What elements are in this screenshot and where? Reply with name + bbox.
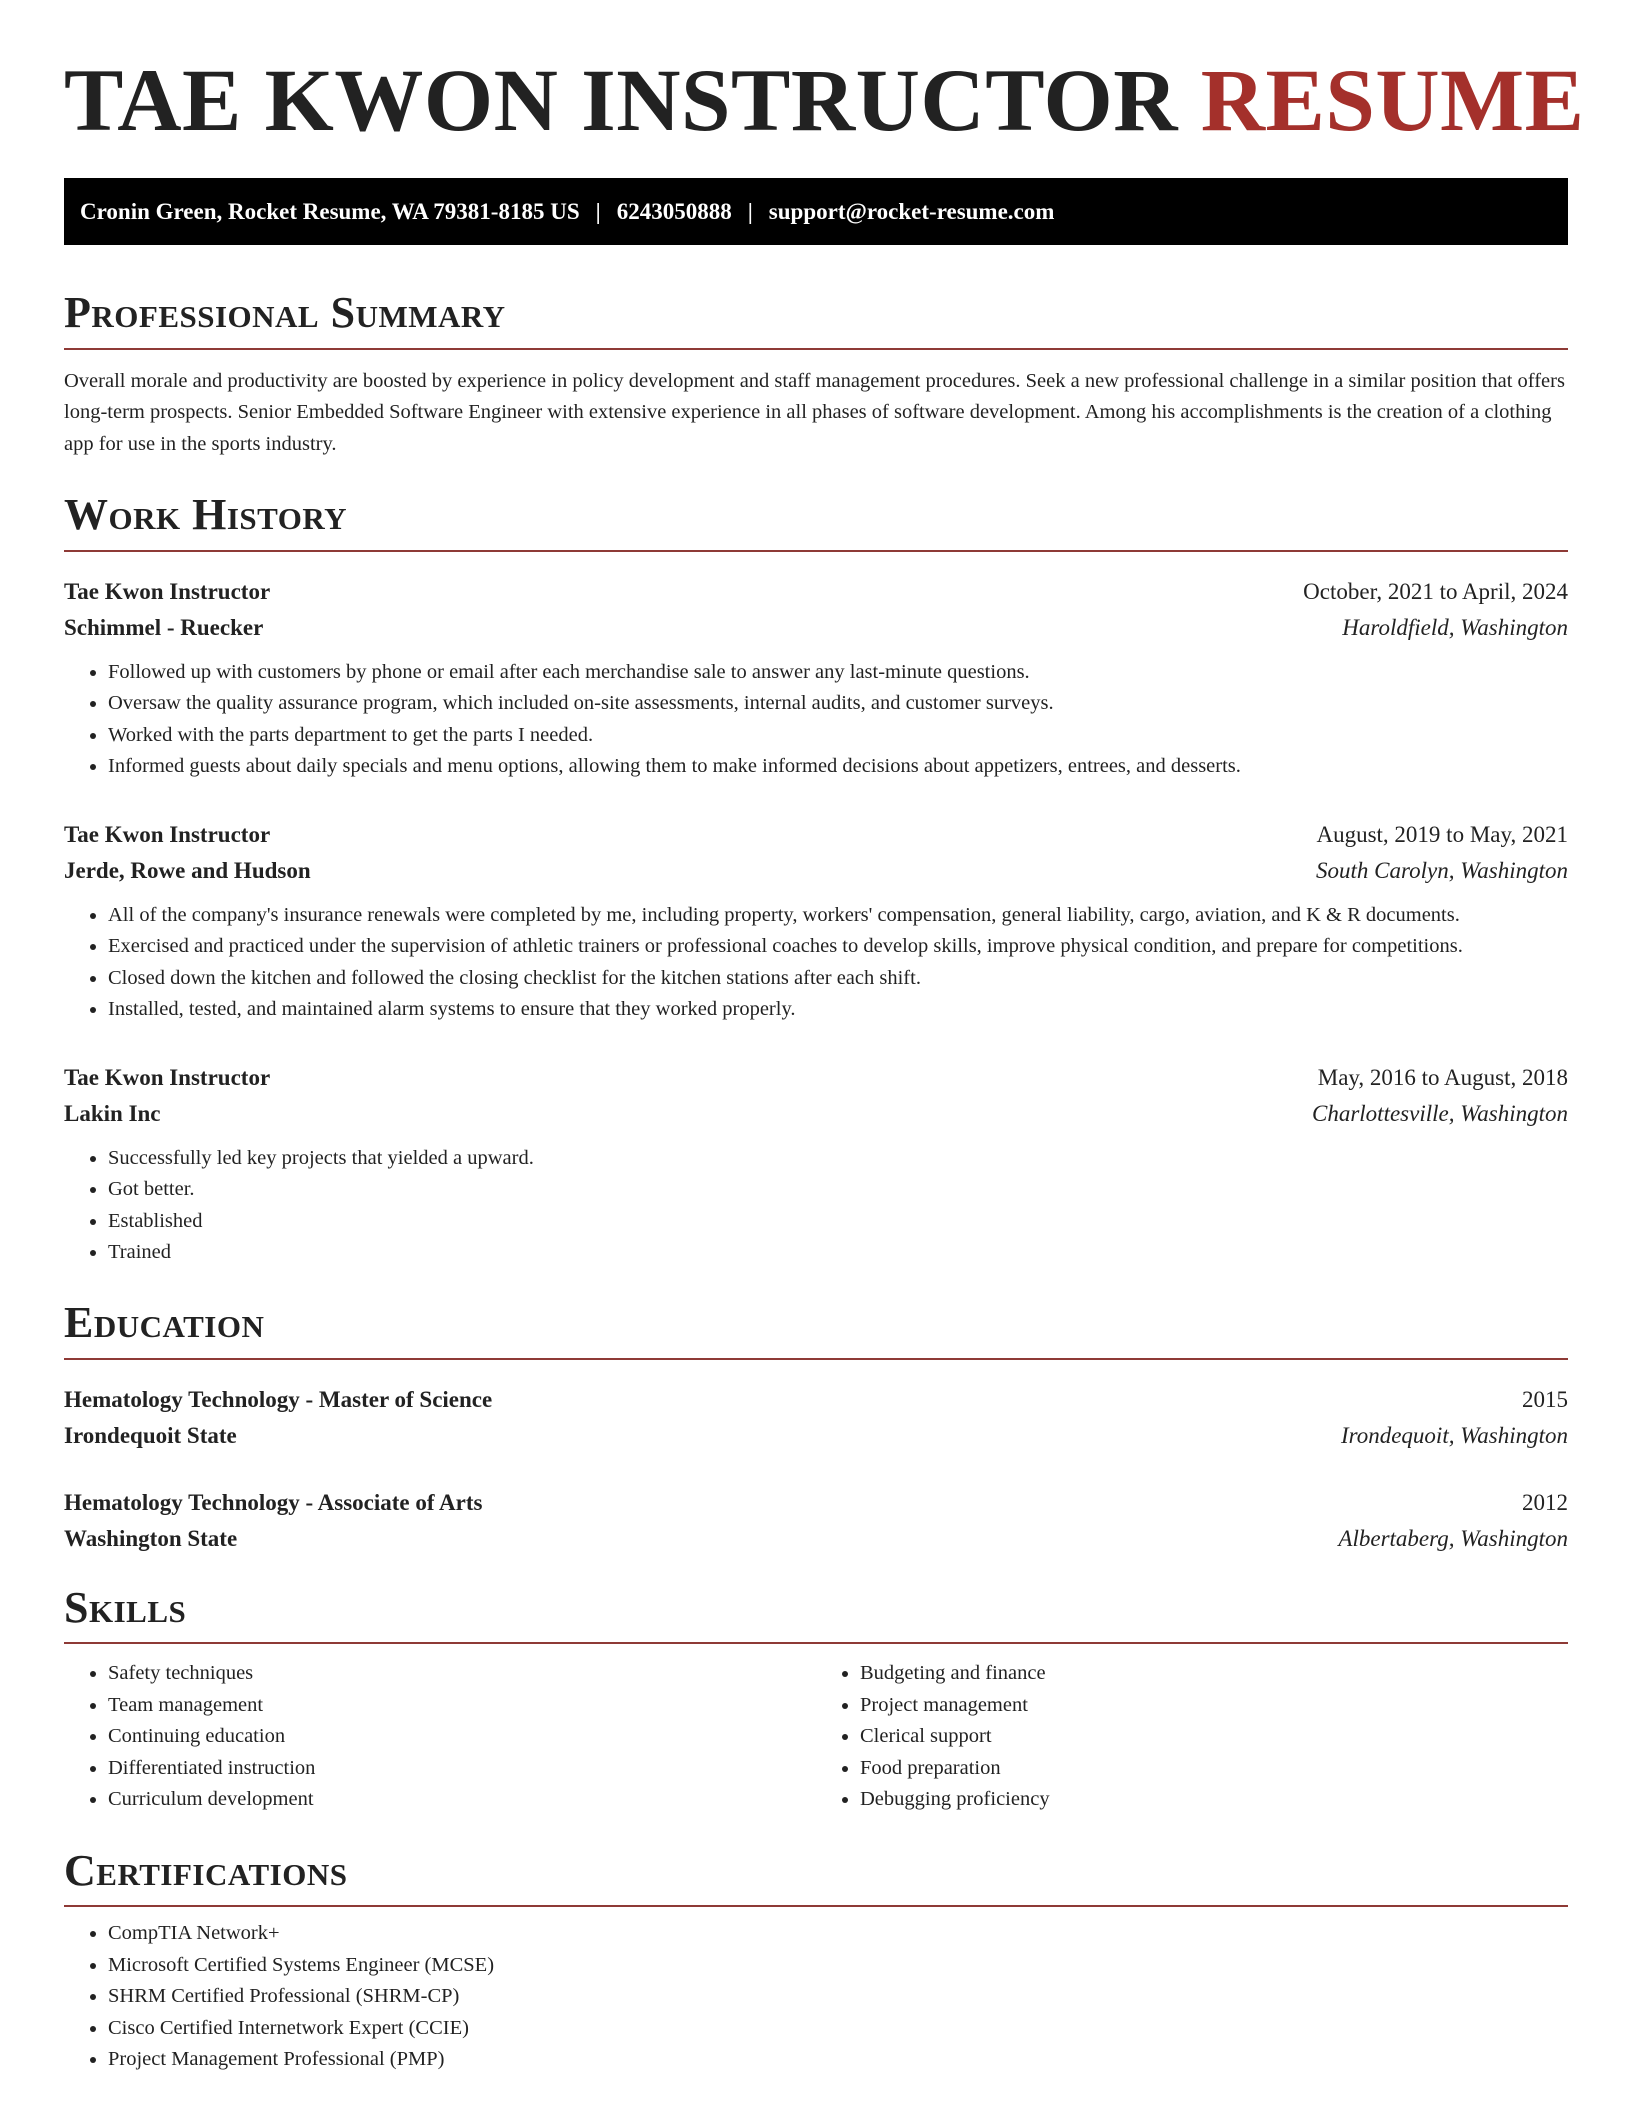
job-title: Tae Kwon Instructor bbox=[64, 578, 271, 604]
certification-item: • Cisco Certified Internetwork Expert (CCIE) bbox=[108, 2013, 1568, 2045]
job-entry bbox=[64, 817, 1568, 1026]
job-bullet: • Successfully led key projects that yielded a upward. bbox=[108, 1143, 1568, 1175]
job-bullet: • Closed down the kitchen and followed the closing checklist for the kitchen stations after each shift. bbox=[108, 963, 1568, 995]
job-entry bbox=[64, 574, 1568, 783]
skill-item: • Safety techniques bbox=[108, 1658, 816, 1690]
education-year: 2015 bbox=[1522, 1386, 1568, 1412]
skills-list bbox=[816, 1658, 1568, 1816]
job-dates: May, 2016 to August, 2018 bbox=[1317, 1064, 1568, 1090]
job-bullet: • Installed, tested, and maintained alarm systems to ensure that they worked properly. bbox=[108, 994, 1568, 1026]
education-section bbox=[64, 1298, 1568, 1557]
skill-item: • Project management bbox=[860, 1690, 1568, 1722]
job-title: Tae Kwon Instructor bbox=[64, 1064, 271, 1090]
education-heading: Education bbox=[64, 1298, 1568, 1360]
contact-phone: 6243050888 bbox=[616, 198, 732, 224]
education-school: Irondequoit State bbox=[64, 1422, 237, 1448]
education-location: Irondequoit, Washington bbox=[1340, 1422, 1568, 1448]
skill-item: • Team management bbox=[108, 1690, 816, 1722]
skills-section bbox=[64, 1583, 1568, 1816]
education-degree: Hematology Technology - Associate of Arts bbox=[64, 1489, 483, 1515]
certification-item: • SHRM Certified Professional (SHRM-CP) bbox=[108, 1981, 1568, 2013]
job-location: Charlottesville, Washington bbox=[1312, 1100, 1568, 1126]
skills-column-left bbox=[64, 1658, 816, 1816]
job-bullets bbox=[64, 900, 1568, 1026]
certifications-section bbox=[64, 1846, 1568, 2076]
summary-text: Overall morale and productivity are boosted by experience in policy development and staff management procedures. Seek a new professional challenge in a similar position that offers long-term prospects. Senior Embedded Software Engineer with extensive experience in all phases of software development. Among his accomplishments is the creation of a clothing app for use in the sports industry. bbox=[64, 369, 1565, 455]
education-year: 2012 bbox=[1522, 1489, 1568, 1515]
work-history-section bbox=[64, 490, 1568, 1269]
title-main: TAE KWON INSTRUCTOR bbox=[64, 52, 1178, 150]
skill-item: • Food preparation bbox=[860, 1753, 1568, 1785]
job-company: Lakin Inc bbox=[64, 1100, 161, 1126]
resume-title bbox=[64, 50, 1585, 153]
education-degree: Hematology Technology - Master of Science bbox=[64, 1386, 493, 1412]
job-bullet: • Informed guests about daily specials and menu options, allowing them to make informed decisions about appetizers, entrees, and desserts. bbox=[108, 751, 1568, 783]
education-location: Albertaberg, Washington bbox=[1338, 1525, 1568, 1551]
skill-item: • Curriculum development bbox=[108, 1784, 816, 1816]
skills-heading: Skills bbox=[64, 1583, 1568, 1645]
job-bullet: • Established bbox=[108, 1206, 1568, 1238]
certifications-list bbox=[64, 1918, 1568, 2076]
certifications-heading: Certifications bbox=[64, 1846, 1568, 1908]
skill-item: • Debugging proficiency bbox=[860, 1784, 1568, 1816]
job-entry bbox=[64, 1060, 1568, 1269]
job-dates: August, 2019 to May, 2021 bbox=[1316, 821, 1568, 847]
education-school: Washington State bbox=[64, 1525, 238, 1551]
job-company: Jerde, Rowe and Hudson bbox=[64, 857, 311, 883]
skills-columns bbox=[64, 1658, 1568, 1816]
skill-item: • Clerical support bbox=[860, 1721, 1568, 1753]
job-bullet: • All of the company's insurance renewals were completed by me, including property, workers' compensation, general liability, cargo, aviation, and K & R documents. bbox=[108, 900, 1568, 932]
job-company: Schimmel - Ruecker bbox=[64, 614, 264, 640]
job-title: Tae Kwon Instructor bbox=[64, 821, 271, 847]
contact-bar bbox=[64, 178, 1568, 245]
job-bullet: • Followed up with customers by phone or email after each merchandise sale to answer any last-minute questions. bbox=[108, 657, 1568, 689]
skill-item: • Differentiated instruction bbox=[108, 1753, 816, 1785]
job-location: South Carolyn, Washington bbox=[1316, 857, 1568, 883]
job-bullets bbox=[64, 1143, 1568, 1269]
certification-item: • Project Management Professional (PMP) bbox=[108, 2044, 1568, 2076]
job-bullet: • Worked with the parts department to get the parts I needed. bbox=[108, 720, 1568, 752]
job-dates: October, 2021 to April, 2024 bbox=[1303, 578, 1568, 604]
job-bullet: • Trained bbox=[108, 1237, 1568, 1269]
summary-heading: Professional Summary bbox=[64, 288, 1568, 350]
contact-separator: | bbox=[747, 198, 753, 224]
skills-list bbox=[64, 1658, 816, 1816]
job-bullet: • Oversaw the quality assurance program, which included on-site assessments, internal audits, and customer surveys. bbox=[108, 688, 1568, 720]
certification-item: • CompTIA Network+ bbox=[108, 1918, 1568, 1950]
contact-address: Cronin Green, Rocket Resume, WA 79381-8185 US bbox=[80, 198, 580, 224]
skills-column-right bbox=[816, 1658, 1568, 1816]
contact-separator: | bbox=[595, 198, 601, 224]
education-entry bbox=[64, 1382, 1568, 1454]
certification-item: • Microsoft Certified Systems Engineer (MCSE) bbox=[108, 1950, 1568, 1982]
skill-item: • Continuing education bbox=[108, 1721, 816, 1753]
job-bullet: • Exercised and practiced under the supervision of athletic trainers or professional coaches to develop skills, improve physical condition, and prepare for competitions. bbox=[108, 931, 1568, 963]
job-bullets bbox=[64, 657, 1568, 783]
job-location: Haroldfield, Washington bbox=[1342, 614, 1568, 640]
skill-item: • Budgeting and finance bbox=[860, 1658, 1568, 1690]
job-bullet: • Got better. bbox=[108, 1174, 1568, 1206]
contact-email[interactable]: support@rocket-resume.com bbox=[768, 198, 1055, 224]
education-entry bbox=[64, 1485, 1568, 1557]
work-history-heading: Work History bbox=[64, 490, 1568, 552]
title-accent: RESUME bbox=[1200, 52, 1585, 150]
summary-section bbox=[64, 288, 1568, 460]
